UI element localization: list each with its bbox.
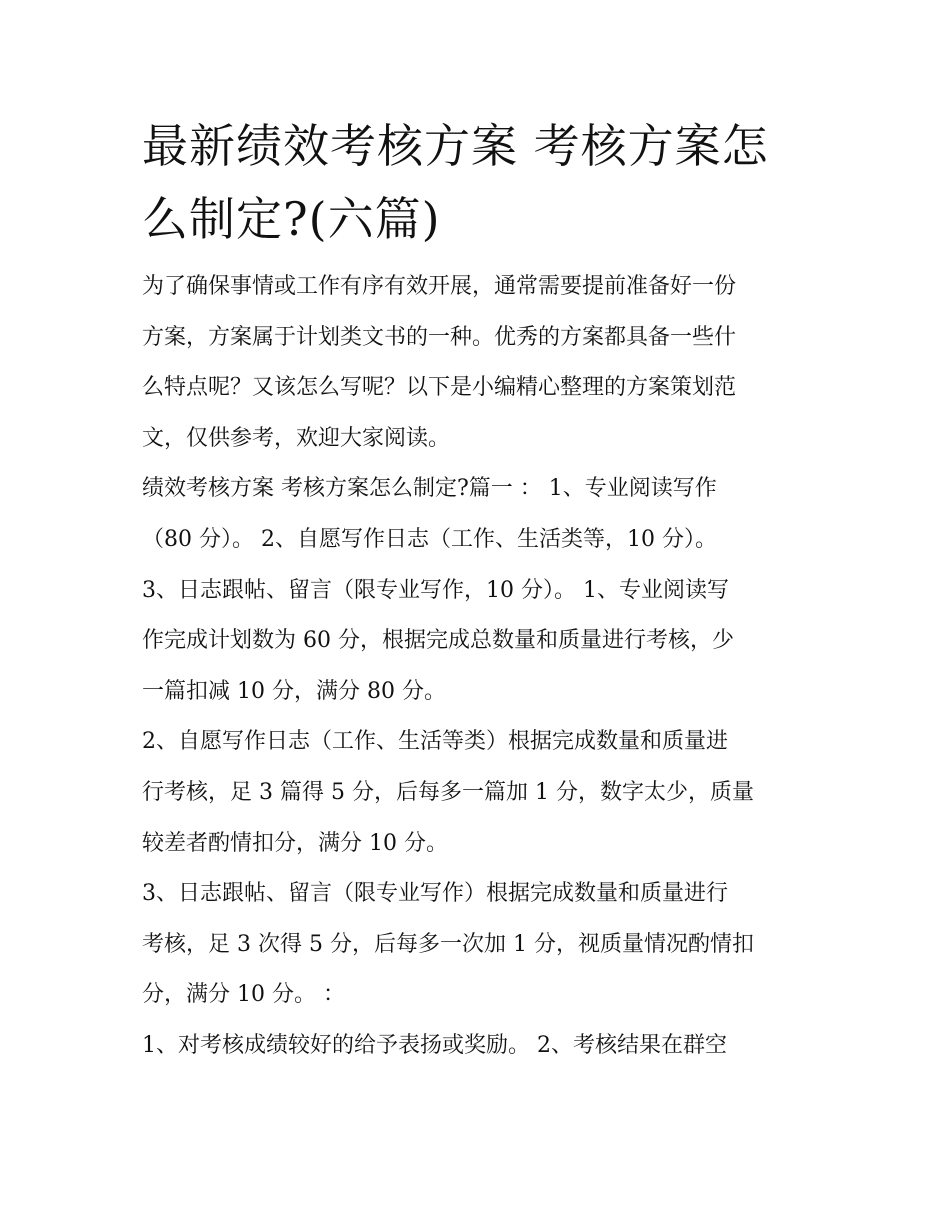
text-line: 作完成计划数为 60 分，根据完成总数量和质量进行考核，少 <box>142 628 734 654</box>
document-content <box>142 110 812 1072</box>
text-line: 较差者酌情扣分，满分 10 分。 <box>142 830 448 856</box>
text-line: 方案，方案属于计划类文书的一种。优秀的方案都具备一些什 <box>142 324 737 350</box>
rule-two-paragraph <box>142 717 812 869</box>
text-line: （80 分）。 2、自愿写作日志（工作、生活类等，10 分）。 <box>142 526 717 552</box>
text-line: 3、日志跟帖、留言（限专业写作，10 分）。 1、专业阅读写 <box>142 577 729 603</box>
text-line: 绩效考核方案 考核方案怎么制定?篇一 ： 1、专业阅读写作 <box>142 476 717 502</box>
document-body <box>142 262 812 1072</box>
text-line: 文，仅供参考，欢迎大家阅读。 <box>142 425 451 451</box>
intro-paragraph <box>142 262 812 464</box>
section-one-paragraph <box>142 464 812 717</box>
text-line: 为了确保事情或工作有序有效开展，通常需要提前准备好一份 <box>142 274 737 299</box>
text-line: 3、日志跟帖、留言（限专业写作）根据完成数量和质量进行 <box>142 881 728 907</box>
text-line: 1、对考核成绩较好的给予表扬或奖励。 2、考核结果在群空 <box>142 1032 727 1058</box>
document-title <box>142 110 812 256</box>
text-line: 考核，足 3 次得 5 分，后每多一次加 1 分，视质量情况酌情扣 <box>142 931 754 957</box>
title-line: 最新绩效考核方案 考核方案怎 <box>142 119 769 173</box>
text-line: 分，满分 10 分。 ： <box>142 982 345 1008</box>
reward-paragraph <box>142 1021 812 1072</box>
title-line: 么制定?(六篇) <box>142 192 441 246</box>
rule-three-paragraph <box>142 869 812 1021</box>
text-line: 一篇扣减 10 分，满分 80 分。 <box>142 678 446 704</box>
text-line: 行考核，足 3 篇得 5 分，后每多一篇加 1 分，数字太少，质量 <box>142 779 754 805</box>
text-line: 2、自愿写作日志（工作、生活等类）根据完成数量和质量进 <box>142 729 728 755</box>
text-line: 么特点呢？又该怎么写呢？以下是小编精心整理的方案策划范 <box>142 375 737 401</box>
